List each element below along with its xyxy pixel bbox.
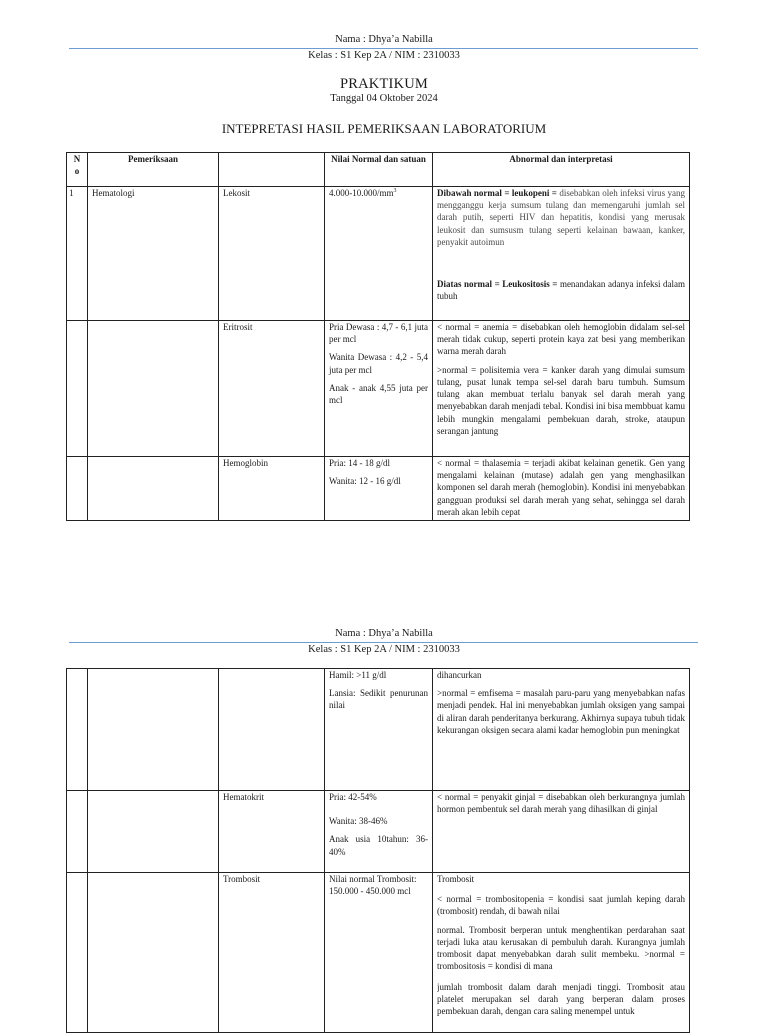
- trombosit-low: < normal = trombositopenia = kondisi saat jumlah keping darah (trombosit) rendah, di bawah nilai: [437, 894, 685, 917]
- row-group: [88, 791, 219, 873]
- row-group: [88, 873, 219, 1033]
- hemoglobin-low: < normal = thalasemia = terjadi akibat kelainan genetik. Gen yang mengalami kelainan (mutase) adalah gen yang menghasilkan komponen sel darah merah (hemoglobin). Kondisi ini menyebabkan gangguan produksi sel darah merah yang sehat, sehingga sel darah merah akan lebih cepat: [437, 458, 685, 517]
- trombosit-normal: Nilai normal Trombosit: 150.000 - 450.000 mcl: [329, 874, 417, 897]
- test-eritrosit: Eritrosit: [223, 322, 253, 332]
- header-kelas: Kelas : S1 Kep 2A / NIM : 2310033: [308, 50, 460, 61]
- lekosit-high-text: menandakan adanya infeksi dalam tubuh: [437, 279, 685, 302]
- row-interpretation: [433, 321, 690, 457]
- hematokrit-normal-pria: Pria: 42-54%: [329, 792, 377, 802]
- row-normal-value: [325, 873, 433, 1033]
- lekosit-normal-sup: 3: [393, 188, 397, 194]
- row-interpretation: [433, 791, 690, 873]
- group-hematologi: Hematologi: [92, 188, 135, 198]
- row-group: [88, 669, 219, 791]
- row-test-name: [219, 669, 325, 791]
- hematokrit-low: < normal = penyakit ginjal = disebabkan oleh berkurangnya jumlah hormon pembentuk sel darah merah yang dihasilkan di ginjal: [437, 792, 685, 815]
- header-rule: [69, 48, 698, 49]
- table-row: [67, 791, 690, 873]
- page-subtitle: INTEPRETASI HASIL PEMERIKSAAN LABORATORIUM: [221, 121, 547, 136]
- lekosit-normal: 4.000-10.000/mm: [329, 188, 394, 198]
- table-row: [67, 873, 690, 1033]
- test-lekosit: Lekosit: [223, 188, 250, 198]
- row-number: [67, 791, 88, 873]
- row-normal-value: [325, 457, 433, 521]
- hemoglobin-normal-wanita: Wanita: 12 - 16 g/dl: [329, 476, 401, 487]
- header-name: Nama : Dhya’a Nabilla: [335, 34, 433, 45]
- trombosit-heading: Trombosit: [437, 874, 475, 884]
- header-abnormal: Abnormal dan interpretasi: [433, 153, 690, 187]
- lekosit-low-label: Dibawah normal = leukopeni =: [437, 188, 557, 198]
- page-title: PRAKTIKUM: [340, 76, 428, 92]
- lekosit-high: [437, 278, 685, 302]
- row-test-name: [219, 187, 325, 321]
- page-date: Tanggal 04 Oktober 2024: [330, 93, 438, 104]
- hemoglobin-normal-pria: Pria: 14 - 18 g/dl: [329, 458, 390, 468]
- row-number: [67, 457, 88, 521]
- row-test-name: [219, 791, 325, 873]
- lekosit-low: [437, 187, 685, 248]
- header-kelas-page2: Kelas : S1 Kep 2A / NIM : 2310033: [308, 644, 460, 655]
- row-normal-value: [325, 321, 433, 457]
- test-trombosit: Trombosit: [223, 874, 261, 884]
- hemoglobin-normal-hamil: Hamil: >11 g/dl: [329, 670, 387, 680]
- trombosit-interp-clip: [437, 873, 685, 1023]
- row-normal-value: [325, 669, 433, 791]
- trombosit-high: jumlah trombosit dalam darah menjadi tinggi. Trombosit atau platelet merupakan sel darah yang berperan dalam proses pembekuan darah, dengan cara saling menempel untuk: [437, 981, 685, 1017]
- lab-table-page2: [66, 668, 690, 1033]
- eritrosit-high: >normal = polisitemia vera = kanker darah yang dimulai sumsum tulang, pusat lunak tempa sel-sel darah baru tumbuh. Sumsum tulang akan membuat terlalu banyak sel darah merah yang menyebabkan darah menjadi tebal. Kondisi ini bisa membbuat kamu lebih mungkin mengalami pembekuan darah, stroke, ataupun serangan jantung: [437, 364, 685, 436]
- hemoglobin-low-cont: dihancurkan: [437, 670, 482, 680]
- lekosit-low-text: disebabkan oleh infeksi virus yang mengganggu kerja sumsum tulang dan memengaruhi jumlah sel darah putih, seperti HIV dan hepatitis, kondisi yang merusak leukosit dan sumsusm tulang seperti kelainan bawaan, kanker, penyakit autoimun: [437, 188, 685, 247]
- row-group: [88, 187, 219, 321]
- row-interpretation: [433, 187, 690, 321]
- table-row: [67, 321, 690, 457]
- test-hemoglobin: Hemoglobin: [223, 458, 268, 468]
- hematokrit-normal-anak: Anak usia 10tahun: 36-40%: [329, 834, 428, 857]
- header-name-page2: Nama : Dhya’a Nabilla: [335, 628, 433, 639]
- table-row: [67, 669, 690, 791]
- row-interpretation: [433, 873, 690, 1033]
- row-number: [67, 669, 88, 791]
- lekosit-high-label: Diatas normal = Leukositosis =: [437, 279, 558, 290]
- row-test-name: [219, 873, 325, 1033]
- test-hematokrit: Hematokrit: [223, 792, 264, 802]
- eritrosit-normal-pria: Pria Dewasa : 4,7 - 6,1 juta per mcl: [329, 322, 428, 345]
- row-number: [67, 321, 88, 457]
- row-normal-value: [325, 187, 433, 321]
- row-test-name: [219, 457, 325, 521]
- hemoglobin-high: >normal = emfisema = masalah paru-paru yang menyebabkan nafas menjadi pendek. Hal ini menyebabkan jumlah oksigen yang sampai di aliran darah penderitanya berkurang. Akhirnya supaya tubuh tidak kekurangan oksigen secara alami kadar hemoglobin pun meningkat: [437, 688, 685, 735]
- table-row: [67, 187, 690, 321]
- row-number-text: 1: [69, 188, 74, 198]
- eritrosit-normal-anak: Anak - anak 4,55 juta per mcl: [329, 382, 428, 406]
- header-nilai-normal: Nilai Normal dan satuan: [325, 153, 433, 187]
- table-header-row: [67, 153, 690, 187]
- lab-table-page1: [66, 152, 690, 521]
- hematokrit-normal-wanita: Wanita: 38-46%: [329, 816, 388, 827]
- trombosit-role: normal. Trombosit berperan untuk menghentikan perdarahan saat terjadi luka atau kerusakan di pembuluh darah. Kurangnya jumlah trombosit dapat menyebabkan darah sulit membeku. >normal = trombositosis = kondisi di mana: [437, 924, 685, 972]
- header-pemeriksaan: Pemeriksaan: [88, 153, 219, 187]
- eritrosit-normal-wanita: Wanita Dewasa : 4,2 - 5,4 juta per mcl: [329, 352, 428, 375]
- table-row: [67, 457, 690, 521]
- header-blank: [219, 153, 325, 187]
- row-normal-value: [325, 791, 433, 873]
- row-number: [67, 187, 88, 321]
- hemoglobin-low-clip: [437, 457, 685, 519]
- header-rule-page2: [69, 642, 698, 643]
- row-test-name: [219, 321, 325, 457]
- hemoglobin-normal-lansia: Lansia: Sedikit penurunan nilai: [329, 688, 428, 711]
- eritrosit-low: < normal = anemia = disebabkan oleh hemoglobin didalam sel-sel merah tidak cukup, seperti protein kaya zat besi yang memberikan warna merah darah: [437, 322, 685, 357]
- row-group: [88, 457, 219, 521]
- row-group: [88, 321, 219, 457]
- row-interpretation: [433, 457, 690, 521]
- row-interpretation: [433, 669, 690, 791]
- header-no: N o: [67, 153, 88, 187]
- row-number: [67, 873, 88, 1033]
